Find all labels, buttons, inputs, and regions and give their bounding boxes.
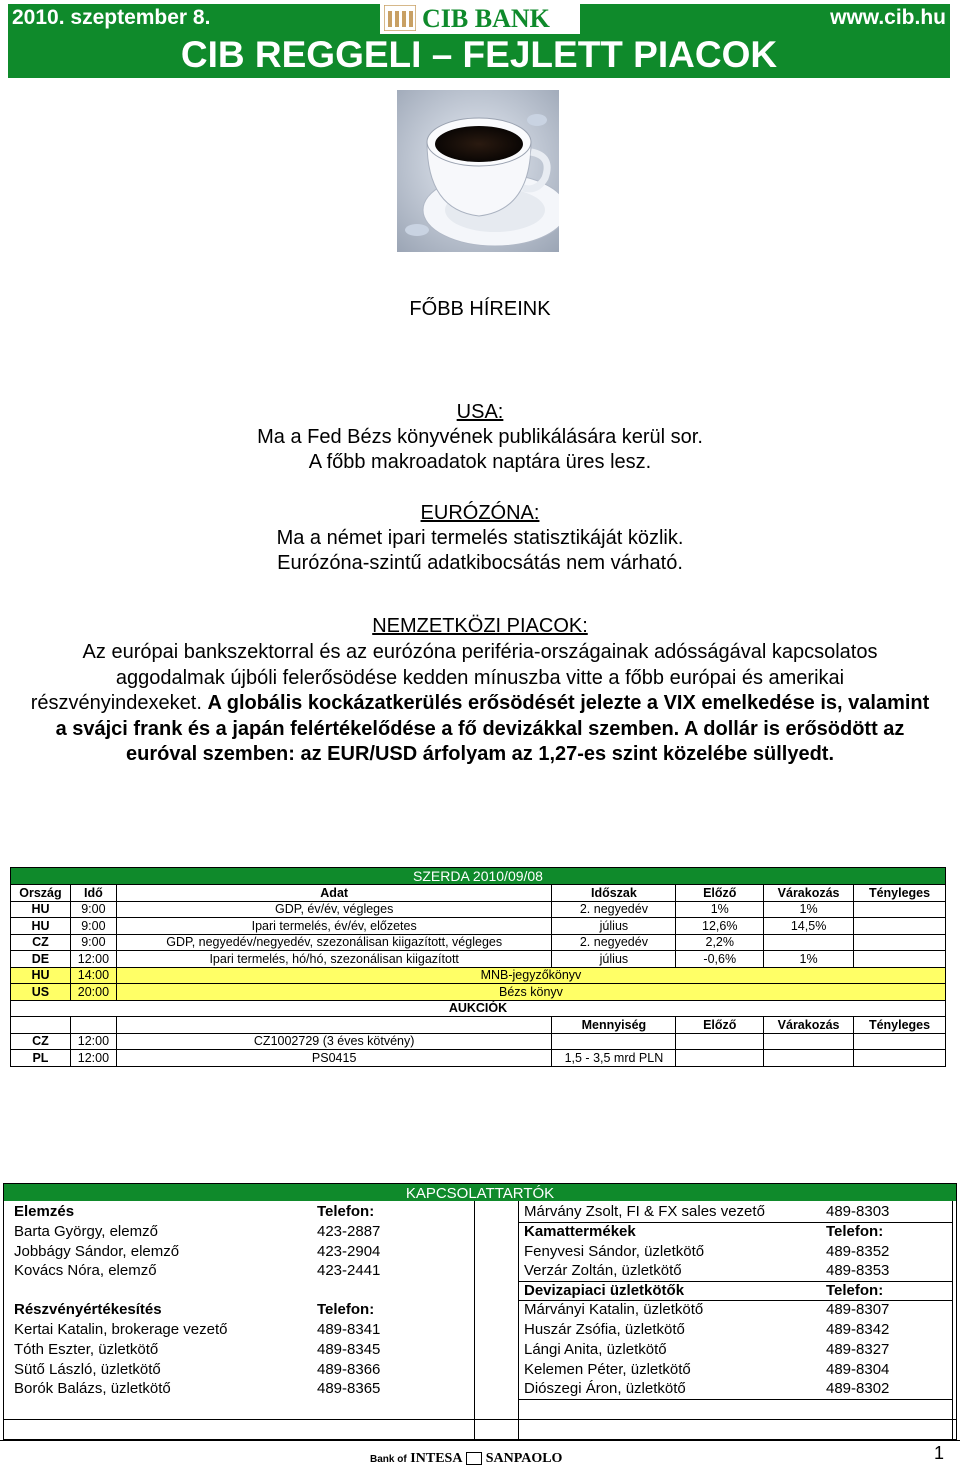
page-number: 1 [933,1443,944,1463]
time-cell: 20:00 [70,984,116,1001]
usa-section [0,400,960,475]
contact-phone: Telefon: [826,1282,884,1299]
time-cell: 9:00 [70,918,116,935]
period-cell: 2. negyedév [552,901,676,918]
row-divider [518,1399,952,1400]
data-cell: Ipari termelés, év/év, előzetes [116,918,552,935]
exp-cell: 1% [764,901,854,918]
bank-building-icon [384,5,416,31]
time-cell: 12:00 [70,951,116,968]
coffee-cup-image [397,90,559,252]
country-cell: CZ [11,1033,71,1050]
time-cell: 9:00 [70,934,116,951]
contact-phone: 489-8304 [826,1361,890,1378]
contact-name: Diószegi Áron, üzletkötő [524,1380,686,1397]
column-divider [518,1201,519,1439]
period-cell: július [552,951,676,968]
col-header: Mennyiség [552,1017,676,1034]
contact-name: Márványi Katalin, üzletkötő [524,1301,704,1318]
data-cell: PS0415 [116,1050,552,1067]
news-heading: FŐBB HÍREINK [409,298,551,320]
contact-name: Részvényértékesítés [14,1301,162,1318]
col-header: Idő [70,885,116,902]
intesa-emblem-icon [466,1452,482,1465]
contact-name: Elemzés [14,1203,75,1220]
empty-cell [854,1050,946,1067]
contact-phone: 423-2887 [317,1223,381,1240]
table-row [11,918,946,935]
column-divider [952,1201,953,1439]
cib-logo [380,4,580,34]
intl-text-plain: Az európai bankszektorral és az eurózóna periféria-országainak adósságával kapcsolatos aggodalmak újbóli felerősödése kedden mínuszba vitte a főbb európai és amerikai részvényindexeket. [30,641,878,714]
contact-name: Sütő László, üzletkötő [14,1361,161,1378]
contact-name: Kertai Katalin, brokerage vezető [14,1321,228,1338]
website-link[interactable]: www.cib.hu [830,6,946,29]
contact-phone: 489-8366 [317,1361,381,1378]
time-cell: 9:00 [70,901,116,918]
contact-name: Huszár Zsófia, üzletkötő [524,1321,685,1338]
country-cell: HU [11,901,71,918]
contacts-title: KAPCSOLATTARTÓK [4,1184,956,1201]
contact-phone: Telefon: [317,1301,375,1318]
empty-cell [764,1033,854,1050]
contact-name: Verzár Zoltán, üzletkötő [524,1262,682,1279]
calendar-header-row [11,885,946,902]
act-cell [854,934,946,951]
contact-name: Barta György, elemző [14,1223,158,1240]
empty-cell [676,1050,764,1067]
col-header: Adat [116,885,552,902]
usa-line: Ma a Fed Bézs könyvének publikálására kerül sor. [257,426,703,448]
exp-cell: 1% [764,951,854,968]
data-cell: CZ1002729 (3 éves kötvény) [116,1033,552,1050]
contact-name: Borók Balázs, üzletkötő [14,1380,171,1397]
auctions-label: AUKCIÓK [11,1000,946,1017]
time-cell: 12:00 [70,1050,116,1067]
time-cell: 12:00 [70,1033,116,1050]
contact-phone: 489-8353 [826,1262,890,1279]
table-row [11,901,946,918]
intl-markets-text [30,640,930,768]
intesa-label: INTESA [410,1451,463,1466]
country-cell: DE [11,951,71,968]
contact-name: Devizapiaci üzletkötők [524,1282,685,1299]
contact-phone: Telefon: [317,1203,375,1220]
period-cell: 2. negyedév [552,934,676,951]
country-cell: HU [11,918,71,935]
act-cell [854,951,946,968]
prev-cell: 1% [676,901,764,918]
col-header: Tényleges [854,885,946,902]
event-cell: MNB-jegyzőkönyv [116,967,945,984]
act-cell [854,918,946,935]
usa-line: A főbb makroadatok naptára üres lesz. [308,451,652,473]
usa-label: USA: [456,401,504,423]
prev-cell: 12,6% [676,918,764,935]
contact-name: Kovács Nóra, elemző [14,1262,157,1279]
country-cell: HU [11,967,71,984]
col-header: Időszak [552,885,676,902]
auctions-row [11,1000,946,1017]
table-row [11,951,946,968]
exp-cell [764,934,854,951]
empty-cell [676,1033,764,1050]
data-cell: Ipari termelés, hó/hó, szezonálisan kiigazított [116,951,552,968]
act-cell [854,901,946,918]
contact-phone: Telefon: [826,1223,884,1240]
contact-name: Fenyvesi Sándor, üzletkötő [524,1243,705,1260]
prev-cell: 2,2% [676,934,764,951]
col-header: Tényleges [854,1017,946,1034]
calendar-title: SZERDA 2010/09/08 [11,868,946,885]
event-row [11,967,946,984]
contact-phone: 423-2441 [317,1262,381,1279]
auction-row [11,1050,946,1067]
bank-of-label: Bank of [370,1454,407,1465]
contact-phone: 489-8307 [826,1301,890,1318]
eurozone-line: Eurózóna-szintű adatkibocsátás nem várható. [277,552,683,574]
contact-name: Kamattermékek [524,1223,636,1240]
bank-name: CIB BANK [422,4,550,33]
country-cell: US [11,984,71,1001]
contact-name: Tóth Eszter, üzletkötő [14,1341,159,1358]
row-divider [4,1419,956,1420]
eurozone-label: EURÓZÓNA: [420,502,540,524]
prev-cell: -0,6% [676,951,764,968]
time-cell: 14:00 [70,967,116,984]
auction-row [11,1033,946,1050]
contact-phone: 489-8303 [826,1203,890,1220]
qty-cell: 1,5 - 3,5 mrd PLN [552,1050,676,1067]
contact-phone: 489-8302 [826,1380,890,1397]
empty-cell [116,1017,552,1034]
period-cell: július [552,918,676,935]
contact-phone: 489-8342 [826,1321,890,1338]
country-cell: CZ [11,934,71,951]
col-header: Várakozás [764,885,854,902]
col-header: Előző [676,1017,764,1034]
contact-phone: 423-2904 [317,1243,381,1260]
col-header: Előző [676,885,764,902]
contact-phone: 489-8341 [317,1321,381,1338]
eurozone-line: Ma a német ipari termelés statisztikáját közlik. [276,527,684,549]
exp-cell: 14,5% [764,918,854,935]
empty-cell [764,1050,854,1067]
sanpaolo-label: SANPAOLO [485,1451,563,1466]
report-date: 2010. szeptember 8. [12,6,211,29]
contact-name: Lángi Anita, üzletkötő [524,1341,667,1358]
contact-phone: 489-8352 [826,1243,890,1260]
eurozone-section [0,501,960,576]
footer-divider [0,1440,960,1441]
contact-name: Márvány Zsolt, FI & FX sales vezető [524,1203,765,1220]
empty-cell [854,1033,946,1050]
contact-name: Jobbágy Sándor, elemző [14,1243,180,1260]
intesa-sanpaolo-logo [370,1450,562,1467]
country-cell: PL [11,1050,71,1067]
contact-phone: 489-8345 [317,1341,381,1358]
empty-cell [11,1017,71,1034]
intl-markets-label: NEMZETKÖZI PIACOK: [372,615,588,637]
event-cell: Bézs könyv [116,984,945,1001]
contact-phone: 489-8327 [826,1341,890,1358]
data-cell: GDP, év/év, végleges [116,901,552,918]
qty-cell [552,1033,676,1050]
contact-name: Kelemen Péter, üzletkötő [524,1361,691,1378]
auction-header-row [11,1017,946,1034]
empty-cell [70,1017,116,1034]
contact-phone: 489-8365 [317,1380,381,1397]
economic-calendar-table [10,867,946,1067]
event-row [11,984,946,1001]
col-header: Ország [11,885,71,902]
col-header: Várakozás [764,1017,854,1034]
page-title: CIB REGGELI – FEJLETT PIACOK [180,34,778,75]
intl-text-bold: A globális kockázatkerülés erősödését jelezte a VIX emelkedése is, valamint a svájci frank és a japán felértékelődése a fő devizákkal szemben. A dollár is erősödött az euróval szemben: az EUR/USD árfolyam az 1,27-es szint közelébe süllyedt. [55,692,930,765]
table-row [11,934,946,951]
intl-label-wrap [0,614,960,639]
column-divider [474,1201,475,1439]
data-cell: GDP, negyedév/negyedév, szezonálisan kiigazított, végleges [116,934,552,951]
